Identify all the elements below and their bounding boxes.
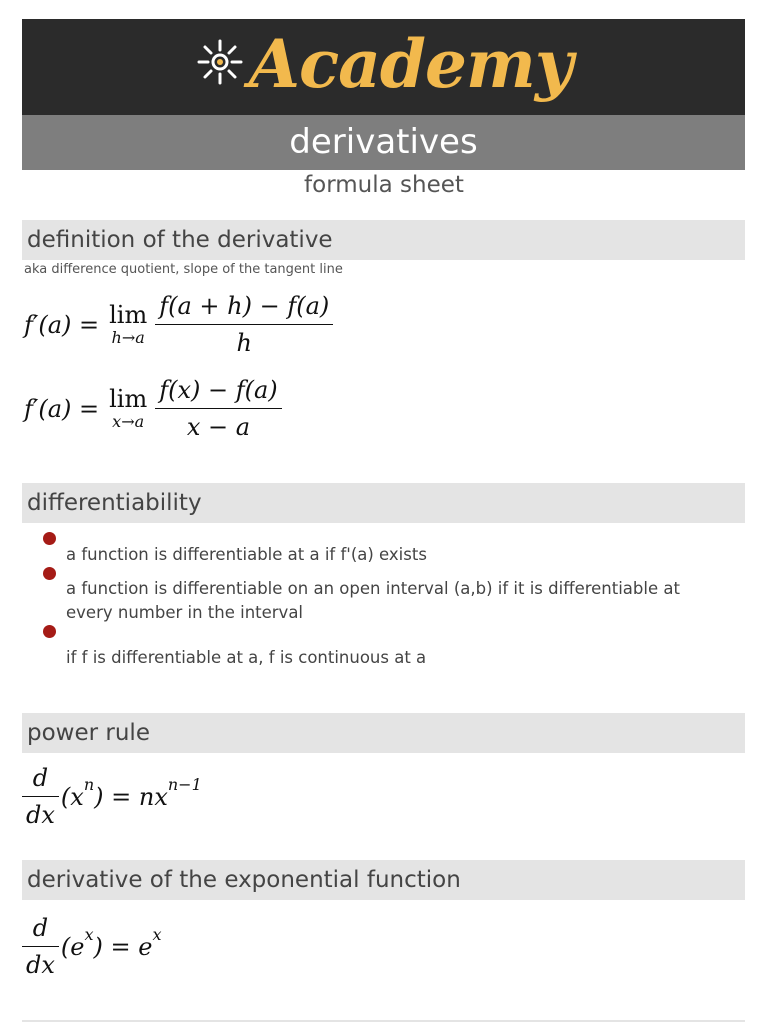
formula-rhs: ) = e [93, 932, 153, 961]
section-header-exponential: derivative of the exponential function [22, 860, 745, 900]
power-rule-formula [22, 764, 202, 829]
derivative-operator [22, 914, 59, 979]
fraction [155, 376, 281, 441]
topic-title: derivatives [22, 115, 745, 170]
lim-word: lim [109, 384, 148, 413]
formula-lhs: f′(a) = [24, 394, 100, 423]
lim-subscript: x→a [112, 411, 145, 431]
bullet-item: if f is differentiable at a, f is continuous at a [66, 648, 427, 667]
logo [22, 19, 745, 115]
exponent: n [83, 775, 95, 794]
divider [22, 1020, 745, 1022]
denominator: dx [22, 796, 59, 829]
exponent: n−1 [167, 775, 202, 794]
header-banner [22, 19, 745, 115]
formula-argument: (x [60, 782, 84, 811]
exponent: x [84, 925, 94, 944]
bullet-item: a function is differentiable on an open interval (a,b) if it is differentiable at every number in the interval [66, 579, 680, 622]
brand-name: Academy [248, 25, 573, 103]
bullet-dot [43, 532, 56, 545]
exponential-formula [22, 914, 161, 979]
numerator: d [32, 764, 49, 792]
numerator: f(a + h) − f(a) [159, 292, 330, 320]
formula-rhs: ) = nx [94, 782, 168, 811]
definition-formula-2 [24, 376, 282, 441]
sun-icon [195, 37, 245, 87]
denominator: x − a [155, 408, 281, 441]
bullet-dot [43, 625, 56, 638]
derivative-operator [22, 764, 59, 829]
bullet-dot [43, 567, 56, 580]
section-header-definition: definition of the derivative [22, 220, 745, 260]
numerator: f(x) − f(a) [159, 376, 278, 404]
limit-operator [109, 302, 147, 348]
formula-argument: (e [60, 932, 85, 961]
page-subtitle: formula sheet [304, 172, 464, 198]
exponent: x [152, 925, 162, 944]
limit-operator [109, 386, 147, 432]
definition-formula-1 [24, 292, 333, 357]
definition-caption: aka difference quotient, slope of the tangent line [24, 262, 343, 277]
formula-lhs: f′(a) = [24, 310, 100, 339]
denominator: dx [22, 946, 59, 979]
bullet-item: a function is differentiable at a if f'(a) exists [66, 545, 427, 564]
section-header-power-rule: power rule [22, 713, 745, 753]
numerator: d [32, 914, 49, 942]
lim-word: lim [109, 300, 148, 329]
section-header-differentiability: differentiability [22, 483, 745, 523]
fraction [155, 292, 333, 357]
lim-subscript: h→a [111, 327, 145, 347]
denominator: h [155, 324, 333, 357]
